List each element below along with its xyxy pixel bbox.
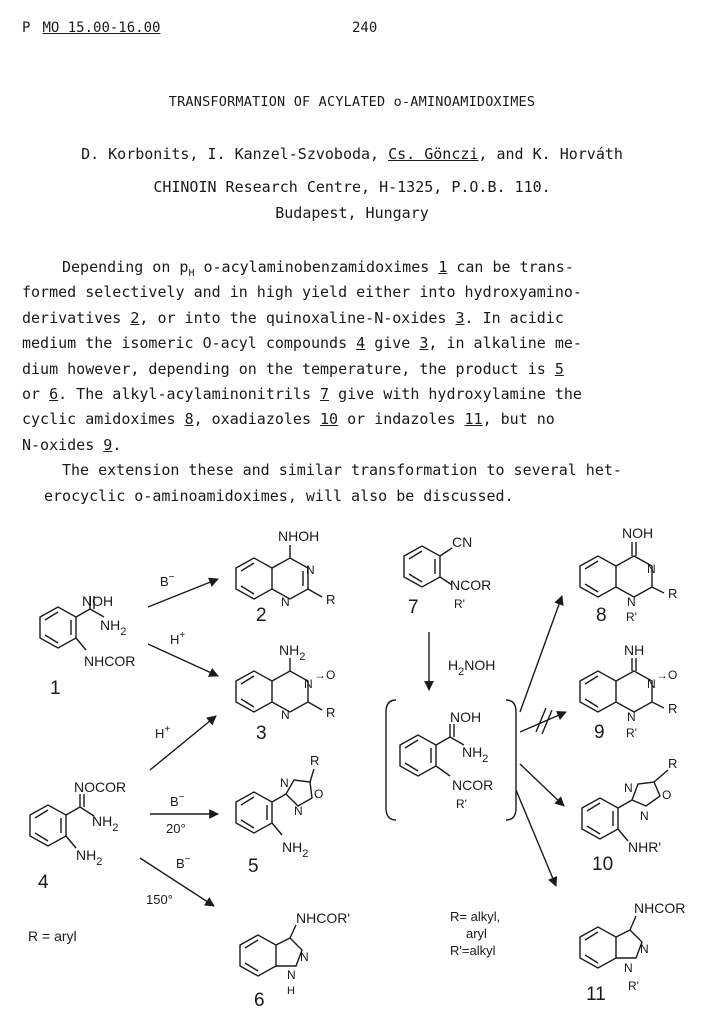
r-group: R bbox=[668, 586, 678, 601]
arrow-1-to-3 bbox=[148, 644, 218, 676]
right-bracket bbox=[506, 700, 516, 820]
nh-text: NH bbox=[92, 813, 113, 829]
n-atom: N bbox=[287, 968, 296, 982]
compound-10 bbox=[582, 756, 677, 875]
cn-group: CN bbox=[452, 534, 473, 550]
h-text: H bbox=[170, 632, 180, 647]
text: medium the isomeric O-acyl compounds bbox=[22, 334, 357, 353]
noh-group: NOH bbox=[82, 593, 114, 609]
text: , oxadiazoles bbox=[193, 410, 321, 429]
rprime-group: R' bbox=[626, 610, 637, 624]
compound-1 bbox=[40, 593, 135, 699]
nh2-group bbox=[462, 744, 488, 765]
nh-text: NH bbox=[100, 617, 121, 633]
r-group: R bbox=[668, 756, 678, 771]
compound-ref: 6 bbox=[49, 384, 59, 403]
noh-group: NOH bbox=[450, 709, 482, 725]
arrow-to-8 bbox=[520, 596, 562, 712]
r-group: R bbox=[326, 705, 336, 720]
page-number: 240 bbox=[352, 20, 378, 36]
text: o-acylaminobenzamidoximes bbox=[194, 258, 439, 276]
compound-ref: 3 bbox=[419, 334, 429, 353]
rprime-group: R' bbox=[454, 597, 465, 611]
n-atom: N bbox=[281, 708, 290, 722]
compound-4 bbox=[28, 779, 126, 944]
h-atom: H bbox=[287, 985, 295, 997]
arrow-to-10 bbox=[520, 764, 564, 806]
text: derivatives bbox=[22, 308, 131, 327]
n-atom: N bbox=[640, 942, 649, 956]
compound-label-2: 2 bbox=[256, 605, 267, 626]
nh2-group bbox=[92, 813, 118, 834]
compound-11 bbox=[580, 900, 685, 1005]
text: . The alkyl-acylaminonitrils bbox=[58, 384, 321, 403]
compound-ref: 4 bbox=[356, 334, 366, 353]
benzene-ring bbox=[580, 671, 616, 712]
compound-ref: 1 bbox=[438, 258, 448, 276]
compound-ref: 3 bbox=[455, 308, 465, 327]
benzene-ring bbox=[236, 671, 272, 712]
text: The extension these and similar transformation to several het- bbox=[62, 461, 622, 480]
nh2oh-reagent bbox=[448, 657, 495, 678]
charge: − bbox=[178, 792, 185, 803]
compound-7 bbox=[404, 534, 491, 618]
text: cyclic amidoximes bbox=[22, 410, 185, 429]
compound-2 bbox=[236, 528, 335, 626]
noh-group: NOH bbox=[622, 525, 654, 541]
n-atom: N bbox=[281, 595, 290, 609]
compound-9 bbox=[580, 642, 677, 743]
nh-text: NH bbox=[279, 642, 300, 658]
presenting-author: Cs. Gönczi bbox=[388, 145, 479, 163]
compound-label-10: 10 bbox=[592, 854, 614, 875]
compound-ref: 8 bbox=[184, 410, 194, 429]
text: dium however, depending on the temperature, the product is bbox=[22, 359, 555, 378]
author-group-2: , and K. Horváth bbox=[478, 145, 623, 163]
ncor-group: NCOR bbox=[450, 577, 492, 593]
nhcor-group: NHCOR' bbox=[296, 910, 351, 926]
r-definition: R = aryl bbox=[28, 928, 77, 944]
intermediate bbox=[386, 700, 516, 820]
compound-label-1: 1 bbox=[50, 678, 61, 699]
acid-condition bbox=[155, 724, 170, 741]
nh2-group bbox=[76, 847, 102, 868]
charge: − bbox=[184, 854, 191, 865]
n-oxide: →O bbox=[314, 668, 336, 682]
temperature-150: 150° bbox=[146, 892, 173, 907]
affiliation: CHINOIN Research Centre, H-1325, P.O.B. 110. bbox=[153, 178, 551, 196]
session-prefix: P bbox=[22, 20, 31, 36]
benzene-ring bbox=[240, 935, 276, 976]
base-condition bbox=[170, 792, 185, 809]
compound-5 bbox=[236, 753, 323, 877]
b-text: B bbox=[176, 856, 185, 871]
n-atom: N bbox=[624, 781, 633, 795]
n-atom: N bbox=[627, 595, 636, 609]
compound-label-9: 9 bbox=[594, 722, 605, 743]
author-group-1: D. Korbonits, I. Kanzel-Szvoboda, bbox=[81, 145, 389, 163]
ncor-group: NCOR bbox=[452, 777, 494, 793]
h-text: H bbox=[448, 657, 459, 673]
text: N-oxides bbox=[22, 435, 104, 454]
charge: + bbox=[164, 724, 171, 735]
r-group: R bbox=[310, 753, 320, 768]
r-definition: aryl bbox=[466, 926, 487, 941]
benzene-ring bbox=[580, 556, 616, 597]
b-text: B bbox=[160, 574, 169, 589]
text: give bbox=[365, 334, 420, 353]
compound-label-8: 8 bbox=[596, 605, 607, 626]
noh-text: NOH bbox=[464, 657, 496, 673]
arrow-4-to-3 bbox=[150, 716, 216, 770]
n-atom: N bbox=[647, 677, 656, 691]
text: H bbox=[188, 268, 195, 279]
oxadiazole-ring bbox=[632, 782, 660, 806]
subscript: 2 bbox=[302, 848, 309, 860]
text: , or into the quinoxaline-N-oxides bbox=[139, 308, 456, 327]
compound-ref: 2 bbox=[130, 308, 140, 327]
rprime-group: R' bbox=[626, 726, 637, 740]
nh-text: NH bbox=[76, 847, 97, 863]
n-atom: N bbox=[624, 961, 633, 975]
text: . In acidic bbox=[464, 308, 564, 327]
base-condition bbox=[160, 572, 175, 589]
subscript: 2 bbox=[112, 822, 119, 834]
n-atom: N bbox=[280, 776, 289, 790]
r-group: R bbox=[668, 701, 678, 716]
n-atom: N bbox=[294, 804, 303, 818]
left-bracket bbox=[386, 700, 396, 820]
text: formed selectively and in high yield either into hydroxyamino- bbox=[22, 283, 582, 302]
text: or bbox=[22, 384, 50, 403]
text: or indazoles bbox=[338, 410, 465, 429]
session-time: MO 15.00-16.00 bbox=[42, 20, 161, 36]
rprime-definition: R'=alkyl bbox=[450, 943, 496, 958]
compound-ref: 10 bbox=[320, 410, 339, 429]
nhoh-group: NHOH bbox=[278, 528, 320, 544]
nh2-group bbox=[100, 617, 126, 638]
compound-ref: 7 bbox=[320, 384, 330, 403]
nocor-group: NOCOR bbox=[74, 779, 127, 795]
benzene-ring bbox=[236, 558, 272, 599]
nh2-group bbox=[279, 642, 305, 663]
o-atom: O bbox=[662, 788, 672, 802]
city: Budapest, Hungary bbox=[275, 204, 429, 222]
temperature-20: 20° bbox=[166, 821, 186, 836]
rprime-group: R' bbox=[628, 979, 639, 993]
compound-label-6: 6 bbox=[254, 990, 265, 1011]
n-atom: N bbox=[304, 677, 313, 691]
nhcor-group: NHCOR bbox=[84, 653, 136, 669]
nh-text: NH bbox=[462, 744, 483, 760]
text: can be trans- bbox=[447, 258, 574, 276]
nh-group: NH bbox=[624, 642, 645, 658]
text: , but no bbox=[482, 410, 555, 429]
n-oxide: →O bbox=[656, 668, 678, 682]
benzene-ring bbox=[580, 927, 616, 968]
compound-label-4: 4 bbox=[38, 872, 49, 893]
text: give with hydroxylamine the bbox=[329, 384, 582, 403]
compound-8 bbox=[580, 525, 677, 626]
compound-ref: 11 bbox=[464, 410, 483, 429]
n-atom: N bbox=[627, 710, 636, 724]
n-atom: N bbox=[300, 950, 309, 964]
compound-label-3: 3 bbox=[256, 723, 267, 744]
n-atom: N bbox=[647, 562, 656, 576]
n-atom: N bbox=[306, 563, 315, 577]
r-definition: R= alkyl, bbox=[450, 909, 501, 924]
oxadiazole-ring bbox=[286, 780, 312, 806]
arrow-to-11 bbox=[516, 790, 556, 886]
arrow-1-to-2 bbox=[148, 579, 218, 607]
r-group: R bbox=[326, 592, 336, 607]
nh2-group bbox=[282, 839, 308, 860]
subscript: 2 bbox=[299, 651, 306, 663]
text: erocyclic o-aminoamidoximes, will also be discussed. bbox=[44, 486, 514, 505]
subscript: 2 bbox=[120, 626, 127, 638]
compound-ref: 9 bbox=[103, 435, 113, 454]
h-text: H bbox=[155, 726, 165, 741]
paper-title: TRANSFORMATION OF ACYLATED o-AMINOAMIDOXIMES bbox=[168, 94, 536, 110]
rprime-group: R' bbox=[456, 797, 467, 811]
compound-ref: 5 bbox=[554, 359, 564, 378]
b-text: B bbox=[170, 794, 179, 809]
charge: + bbox=[179, 630, 186, 641]
charge: − bbox=[168, 572, 175, 583]
compound-3 bbox=[236, 642, 335, 744]
subscript: 2 bbox=[482, 753, 489, 765]
acid-condition bbox=[170, 630, 185, 647]
compound-label-11: 11 bbox=[586, 984, 606, 1005]
n-atom: N bbox=[640, 809, 649, 823]
compound-label-7: 7 bbox=[408, 597, 419, 618]
nhr-group: NHR' bbox=[628, 839, 662, 855]
nhcor-group: NHCOR bbox=[634, 900, 686, 916]
o-atom: O bbox=[314, 787, 324, 801]
text: , in alkaline me- bbox=[428, 334, 582, 353]
subscript: 2 bbox=[458, 666, 465, 678]
subscript: 2 bbox=[96, 856, 103, 868]
nh-text: NH bbox=[282, 839, 303, 855]
compound-label-5: 5 bbox=[248, 856, 259, 877]
base-condition bbox=[176, 854, 191, 871]
compound-6 bbox=[240, 910, 350, 1011]
text: Depending on p bbox=[62, 258, 189, 276]
text: . bbox=[112, 435, 122, 454]
